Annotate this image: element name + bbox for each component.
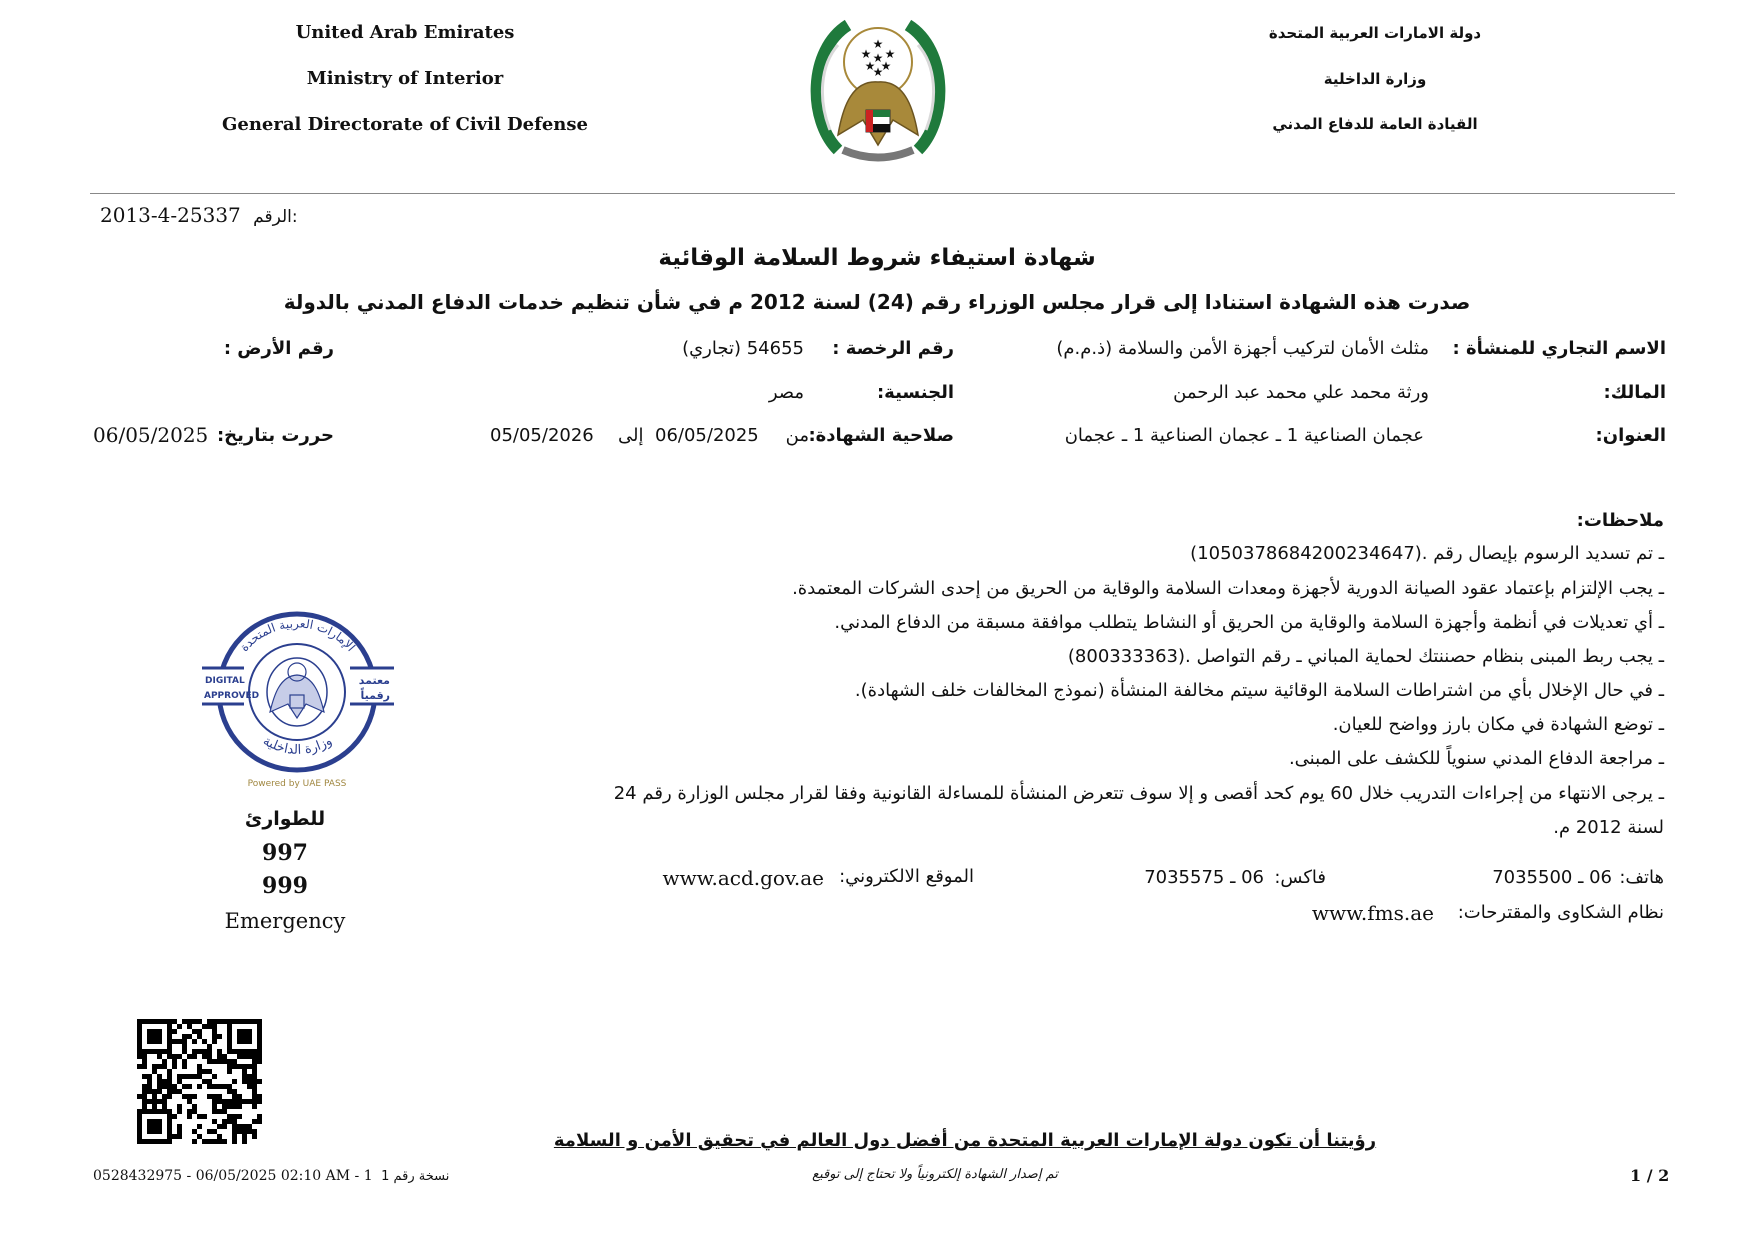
header-divider	[90, 193, 1675, 194]
note-item: ـ يجب ربط المبنى بنظام حصننتك لحماية المباني ـ رقم التواصل .(800333363)	[1067, 646, 1664, 667]
trade-name-label: الاسم التجاري للمنشأة :	[1452, 338, 1666, 359]
nationality-label: الجنسية:	[876, 382, 954, 403]
validity-to-date: 05/05/2026	[490, 425, 594, 446]
stamp-top-arc: الإمارات العربية المتحدة	[237, 616, 359, 655]
svg-text:وزارة الداخلية	[260, 734, 335, 758]
svg-text:★: ★	[872, 65, 884, 79]
stamp-left-text-2: APPROVED	[204, 691, 260, 701]
notes-heading: ملاحظات:	[1576, 510, 1664, 531]
reference-label: الرقم:	[253, 207, 298, 227]
emergency-number-999: 999	[262, 873, 308, 899]
note-item: ـ يرجى الانتهاء من إجراءات التدريب خلال 60 يوم كحد أقصى و إلا سوف تتعرض المنشأة للمساءلة القانونية وفقا لقرار مجلس الوزارة رقم 24	[613, 783, 1664, 804]
stamp-right-text-1: معتمد	[358, 674, 390, 687]
complaints-label: نظام الشكاوى والمقترحات:	[1457, 902, 1664, 923]
reference-value: 2013-4-25337	[100, 203, 241, 227]
fax-label: فاكس:	[1274, 867, 1326, 888]
header-en-line-1: United Arab Emirates	[295, 22, 515, 43]
phone-label: هاتف:	[1619, 867, 1664, 888]
note-item: ـ تم تسديد الرسوم بإيصال رقم .(1050378684200234647)	[1190, 543, 1664, 564]
svg-text:الإمارات العربية المتحدة	[237, 616, 358, 654]
header-en-line-2: Ministry of Interior	[306, 68, 504, 89]
svg-text:★: ★	[860, 47, 872, 61]
address-label: العنوان:	[1595, 425, 1666, 446]
note-item: ـ يجب الإلتزام بإعتماد عقود الصيانة الدورية لأجهزة ومعدات السلامة والوقاية من الحريق من إحدى الشركات المعتمدة.	[792, 578, 1664, 599]
copy-info-value: 0528432975 - 06/05/2025 02:10 AM - 1	[93, 1168, 373, 1184]
header-ar-line-1: دولة الامارات العربية المتحدة	[1268, 24, 1482, 42]
copy-label: نسخة رقم 1	[381, 1169, 450, 1184]
svg-text:★: ★	[872, 51, 884, 65]
note-item: ـ مراجعة الدفاع المدني سنوياً للكشف على المبنى.	[1288, 748, 1664, 769]
owner-label: المالك:	[1603, 382, 1666, 403]
note-item: ـ في حال الإخلال بأي من اشتراطات السلامة الوقائية سيتم مخالفة المنشأة (نموذج المخالفات خلف الشهادة).	[854, 680, 1664, 701]
website-link[interactable]: www.acd.gov.ae	[662, 866, 824, 890]
land-number-label: رقم الأرض :	[223, 338, 334, 359]
validity-to-word: إلى	[618, 425, 644, 446]
header-ar-line-3: القيادة العامة للدفاع المدني	[1272, 115, 1478, 133]
electronic-issuance-note: تم إصدار الشهادة إلكترونياً ولا تحتاج إلى توقيع	[812, 1167, 1058, 1182]
svg-text:★: ★	[864, 59, 876, 73]
fax-value: 06 ـ 7035575	[1144, 867, 1264, 888]
certificate-subtitle: صدرت هذه الشهادة استنادا إلى قرار مجلس الوزراء رقم (24) لسنة 2012 م في شأن تنظيم خدمات الدفاع المدني بالدولة	[283, 290, 1471, 314]
phone-value: 06 ـ 7035500	[1492, 867, 1612, 888]
page-number: 2 / 1	[1630, 1166, 1670, 1185]
validity-from-date: 06/05/2025	[655, 425, 759, 446]
qr-code[interactable]	[137, 1019, 262, 1144]
digital-approval-stamp	[200, 600, 395, 790]
validity-label: صلاحية الشهادة:	[808, 425, 954, 446]
issued-date-label: حررت بتاريخ:	[216, 425, 334, 446]
license-label: رقم الرخصة :	[832, 338, 954, 359]
svg-text:★: ★	[880, 59, 892, 73]
owner-value: ورثة محمد علي محمد عبد الرحمن	[1173, 382, 1429, 403]
certificate-title: شهادة استيفاء شروط السلامة الوقائية	[658, 245, 1096, 271]
nationality-value: مصر	[768, 382, 804, 403]
emergency-number-997: 997	[262, 840, 308, 866]
note-item: ـ توضع الشهادة في مكان بارز وواضح للعيان.	[1332, 714, 1664, 735]
header-en-line-3: General Directorate of Civil Defense	[222, 114, 588, 135]
trade-name-value: مثلث الأمان لتركيب أجهزة الأمن والسلامة (ذ.م.م)	[1056, 338, 1429, 359]
validity-from-word: من	[785, 425, 809, 446]
note-item-continuation: لسنة 2012 م.	[1553, 817, 1664, 838]
svg-text:★: ★	[872, 37, 884, 51]
stamp-left-text-1: DIGITAL	[205, 676, 245, 686]
header-ar-line-2: وزارة الداخلية	[1323, 70, 1427, 88]
uae-falcon-emblem-icon	[808, 10, 948, 172]
note-item: ـ أي تعديلات في أنظمة وأجهزة السلامة والوقاية من الحريق أو النشاط يتطلب موافقة مسبقة من الدفاع المدني.	[834, 612, 1664, 633]
vision-statement: رؤيتنا أن تكون دولة الإمارات العربية المتحدة من أفضل دول العالم في تحقيق الأمن و السلامة	[553, 1130, 1377, 1151]
issued-date-value: 06/05/2025	[93, 423, 209, 447]
complaints-link[interactable]: www.fms.ae	[1311, 901, 1434, 925]
stamp-powered-by: Powered by UAE PASS	[247, 779, 347, 789]
emergency-en-label: Emergency	[224, 909, 346, 933]
svg-text:★: ★	[884, 47, 896, 61]
stamp-emblem-icon	[267, 658, 327, 726]
stamp-right-text-2: رقمياً	[360, 689, 390, 702]
website-label: الموقع الالكتروني:	[839, 866, 974, 887]
emergency-ar-label: للطوارئ	[244, 808, 326, 830]
stamp-bottom-arc: وزارة الداخلية	[260, 733, 335, 758]
address-value: عجمان الصناعية 1 ـ عجمان الصناعية 1 ـ عجمان	[1064, 425, 1424, 446]
license-value: 54655 (تجاري)	[682, 338, 804, 359]
copy-info	[93, 1168, 449, 1184]
reference-number	[100, 203, 298, 227]
